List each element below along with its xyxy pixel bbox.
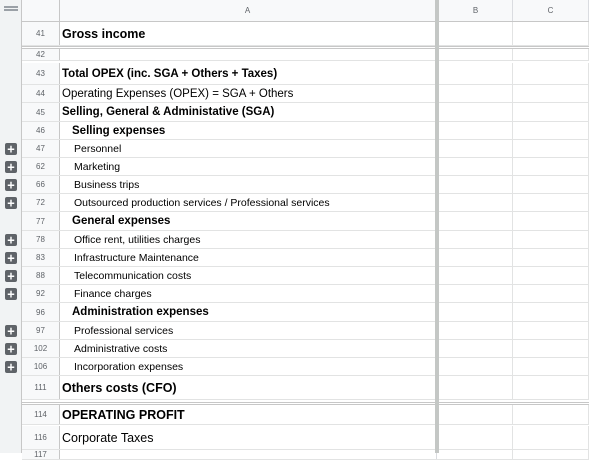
cell-b[interactable]: [436, 405, 513, 424]
table-row[interactable]: [22, 231, 589, 249]
cell-a[interactable]: Marketing: [74, 160, 121, 173]
plus-icon[interactable]: +: [5, 288, 17, 300]
plus-icon[interactable]: +: [5, 179, 17, 191]
cell-c[interactable]: [513, 303, 589, 321]
cell-c[interactable]: [513, 103, 589, 121]
table-row[interactable]: [22, 212, 589, 231]
cell-b[interactable]: [436, 450, 513, 459]
cell-b[interactable]: [436, 340, 513, 357]
column-header-b[interactable]: B: [439, 0, 513, 21]
cell-c[interactable]: [513, 122, 589, 139]
plus-icon[interactable]: +: [5, 325, 17, 337]
plus-icon[interactable]: +: [5, 361, 17, 373]
row-group-gutter: [0, 0, 22, 453]
row-number[interactable]: 97: [22, 322, 60, 339]
cell-a[interactable]: Infrastructure Maintenance: [74, 251, 199, 264]
row-number[interactable]: 77: [22, 212, 60, 230]
row-number[interactable]: 114: [22, 405, 60, 424]
cell-a[interactable]: Incorporation expenses: [74, 360, 184, 373]
row-number[interactable]: 46: [22, 122, 60, 139]
cell-c[interactable]: [513, 194, 589, 211]
table-row[interactable]: [22, 103, 589, 122]
cell-c[interactable]: [513, 426, 589, 449]
cell-c[interactable]: [513, 285, 589, 302]
plus-icon[interactable]: +: [5, 161, 17, 173]
cell-c[interactable]: [513, 212, 589, 230]
cell-a[interactable]: Selling expenses: [72, 124, 166, 137]
row-number[interactable]: 66: [22, 176, 60, 193]
table-row[interactable]: [22, 140, 589, 158]
cell-c[interactable]: [513, 340, 589, 357]
cell-c[interactable]: [513, 231, 589, 248]
table-row[interactable]: [22, 158, 589, 176]
cell-b[interactable]: [436, 358, 513, 375]
cell-b[interactable]: [436, 212, 513, 230]
cell-b[interactable]: [436, 63, 513, 84]
table-row[interactable]: [22, 267, 589, 285]
table-row[interactable]: [22, 46, 589, 61]
row-number[interactable]: 92: [22, 285, 60, 302]
table-row[interactable]: [22, 176, 589, 194]
row-number[interactable]: 62: [22, 158, 60, 175]
cell-a[interactable]: Corporate Taxes: [62, 430, 154, 445]
table-row[interactable]: [22, 358, 589, 376]
cell-b[interactable]: [436, 285, 513, 302]
cell-c[interactable]: [513, 176, 589, 193]
row-number[interactable]: 45: [22, 103, 60, 121]
cell-a[interactable]: Business trips: [74, 178, 140, 191]
table-row[interactable]: [22, 63, 589, 85]
cell-a[interactable]: [60, 450, 436, 459]
cell-a[interactable]: Telecommunication costs: [74, 269, 192, 282]
cell-a[interactable]: Administration expenses: [72, 306, 209, 318]
cell-a[interactable]: General expenses: [72, 215, 171, 227]
row-number[interactable]: 43: [22, 63, 60, 84]
cell-c[interactable]: [513, 405, 589, 424]
cell-c[interactable]: [513, 376, 589, 399]
row-number[interactable]: 72: [22, 194, 60, 211]
table-row[interactable]: [22, 303, 589, 322]
cell-a[interactable]: Others costs (CFO): [62, 380, 177, 395]
row-number[interactable]: 102: [22, 340, 60, 357]
row-number[interactable]: 83: [22, 249, 60, 266]
row-number[interactable]: 117: [22, 450, 60, 459]
row-number[interactable]: 78: [22, 231, 60, 248]
cell-a[interactable]: [60, 49, 436, 60]
cell-b[interactable]: [436, 376, 513, 399]
cell-c[interactable]: [513, 267, 589, 284]
row-number[interactable]: 42: [22, 49, 60, 60]
column-header-c[interactable]: C: [513, 0, 589, 21]
row-number[interactable]: 106: [22, 358, 60, 375]
plus-icon[interactable]: +: [5, 343, 17, 355]
cell-a[interactable]: Office rent, utilities charges: [74, 233, 201, 246]
cell-c[interactable]: [513, 249, 589, 266]
plus-icon[interactable]: +: [5, 143, 17, 155]
column-header-a[interactable]: A: [60, 0, 436, 21]
plus-icon[interactable]: +: [5, 270, 17, 282]
table-row[interactable]: [22, 450, 589, 460]
cell-b[interactable]: [436, 22, 513, 45]
table-row[interactable]: [22, 122, 589, 140]
table-row[interactable]: [22, 85, 589, 103]
table-row[interactable]: [22, 426, 589, 450]
cell-c[interactable]: [513, 63, 589, 84]
cell-a[interactable]: Administrative costs: [74, 342, 168, 355]
cell-c[interactable]: [513, 140, 589, 157]
cell-b[interactable]: [436, 176, 513, 193]
table-row[interactable]: [22, 249, 589, 267]
cell-c[interactable]: [513, 450, 589, 459]
cell-b[interactable]: [436, 103, 513, 121]
cell-c[interactable]: [513, 22, 589, 45]
table-row[interactable]: [22, 285, 589, 303]
table-row[interactable]: [22, 340, 589, 358]
table-row[interactable]: [22, 194, 589, 212]
cell-a[interactable]: Operating Expenses (OPEX) = SGA + Others: [62, 87, 294, 100]
cell-b[interactable]: [436, 231, 513, 248]
table-row[interactable]: [22, 402, 589, 425]
cell-c[interactable]: [513, 322, 589, 339]
cell-a[interactable]: Selling, General & Administative (SGA): [62, 106, 275, 118]
cell-a[interactable]: Outsourced production services / Professional services: [74, 196, 330, 209]
frozen-column-divider[interactable]: [435, 0, 439, 453]
cell-a[interactable]: Finance charges: [74, 287, 152, 300]
row-number[interactable]: 88: [22, 267, 60, 284]
table-row[interactable]: [22, 376, 589, 400]
column-header-row: [22, 0, 589, 22]
plus-icon[interactable]: +: [5, 197, 17, 209]
group-level-icon[interactable]: [4, 6, 18, 11]
cell-c[interactable]: [513, 358, 589, 375]
cell-b[interactable]: [436, 140, 513, 157]
cell-c[interactable]: [513, 85, 589, 102]
cell-a[interactable]: Gross income: [62, 26, 146, 41]
table-row[interactable]: [22, 322, 589, 340]
cell-c[interactable]: [513, 158, 589, 175]
table-row[interactable]: [22, 22, 589, 46]
cell-b[interactable]: [436, 303, 513, 321]
row-number[interactable]: 47: [22, 140, 60, 157]
plus-icon[interactable]: +: [5, 234, 17, 246]
row-number[interactable]: 116: [22, 426, 60, 449]
cell-b[interactable]: [436, 122, 513, 139]
cell-b[interactable]: [436, 85, 513, 102]
cell-b[interactable]: [436, 49, 513, 60]
cell-c[interactable]: [513, 49, 589, 60]
cell-a[interactable]: OPERATING PROFIT: [62, 407, 185, 422]
cell-b[interactable]: [436, 267, 513, 284]
row-number[interactable]: 44: [22, 85, 60, 102]
cell-a[interactable]: Total OPEX (inc. SGA + Others + Taxes): [62, 67, 278, 80]
row-number[interactable]: 41: [22, 22, 60, 45]
cell-b[interactable]: [436, 322, 513, 339]
plus-icon[interactable]: +: [5, 252, 17, 264]
cell-a[interactable]: Personnel: [74, 142, 122, 155]
row-number[interactable]: 96: [22, 303, 60, 321]
cell-b[interactable]: [436, 426, 513, 449]
select-all-corner[interactable]: [22, 0, 60, 21]
cell-a[interactable]: Professional services: [74, 324, 174, 337]
cell-b[interactable]: [436, 158, 513, 175]
cell-b[interactable]: [436, 194, 513, 211]
cell-b[interactable]: [436, 249, 513, 266]
row-number[interactable]: 111: [22, 376, 60, 399]
